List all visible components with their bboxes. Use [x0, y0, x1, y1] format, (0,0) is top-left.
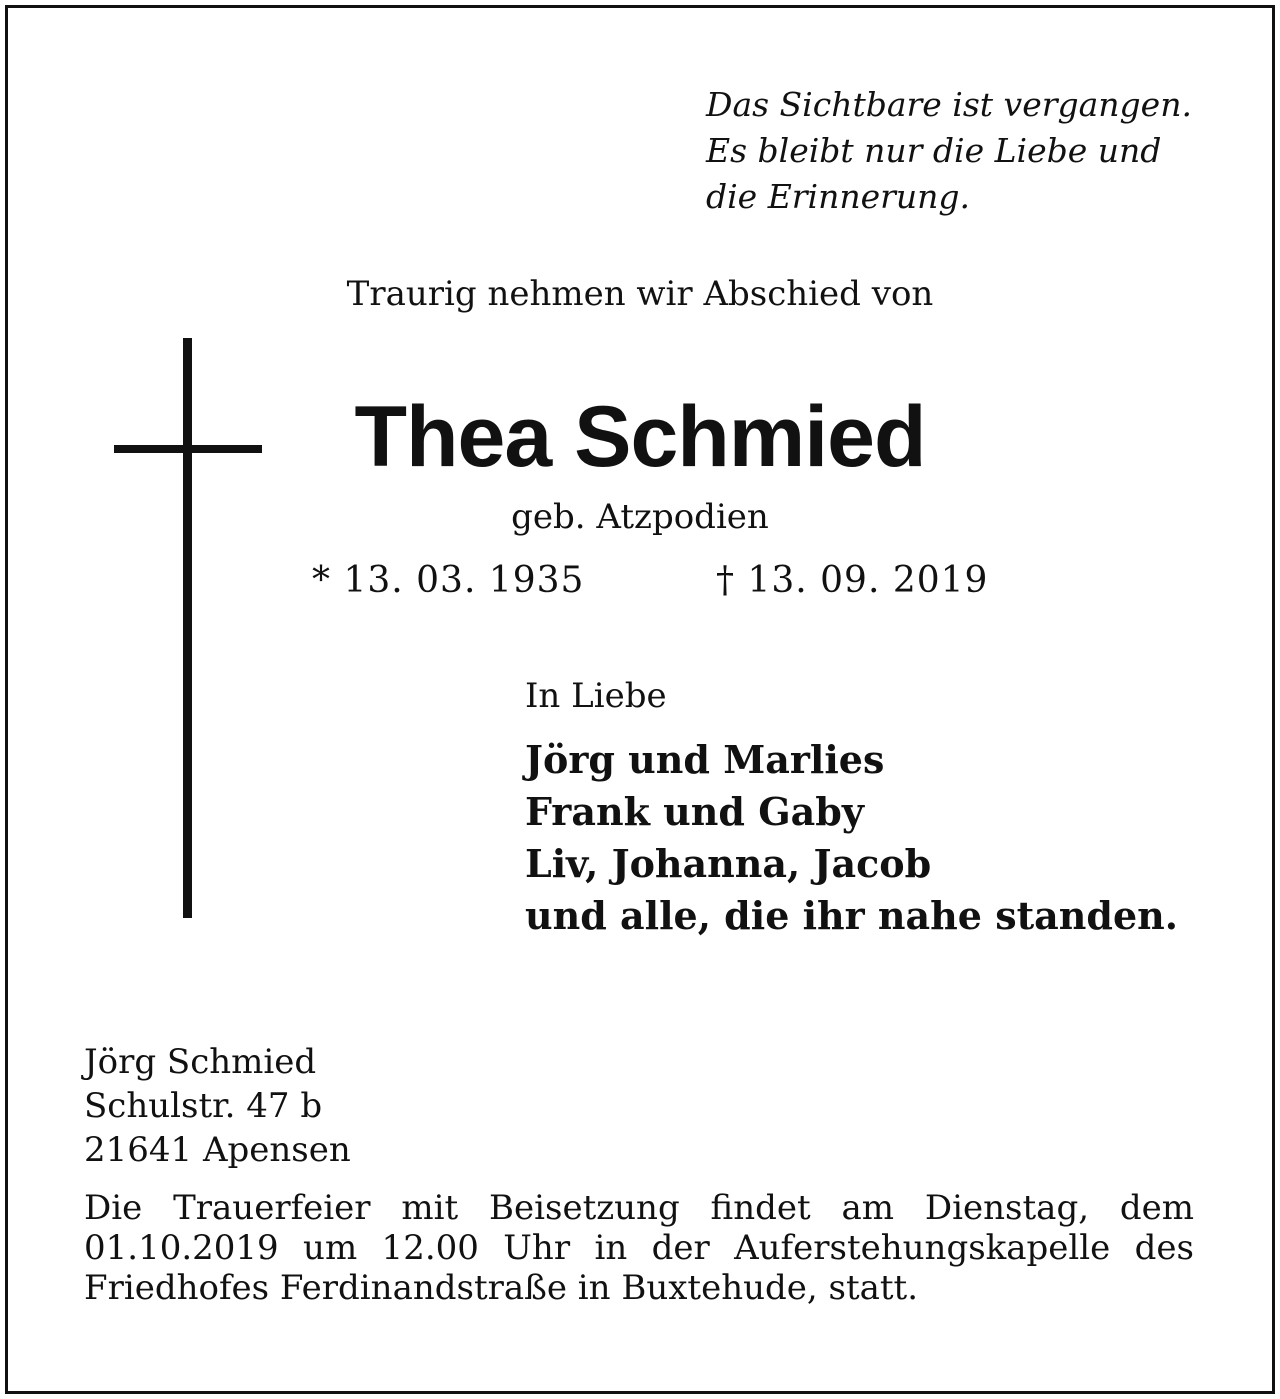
- address-line: Jörg Schmied: [84, 1042, 317, 1082]
- contact-address: [84, 1040, 351, 1172]
- ceremony-info: Die Trauerfeier mit Beisetzung findet am Dienstag, dem 01.10.2019 um 12.00 Uhr in der Auferstehungskapelle des Friedhofes Ferdinandstraße in Buxtehude, statt.: [84, 1188, 1194, 1308]
- address-line: 21641 Apensen: [84, 1130, 351, 1170]
- mourner-line: Frank und Gaby: [525, 789, 864, 834]
- deceased-name: Thea Schmied: [354, 389, 926, 485]
- memorial-quote: [706, 82, 1192, 220]
- mourners-list: [525, 734, 1178, 942]
- farewell-intro: Traurig nehmen wir Abschied von: [346, 274, 934, 314]
- birth-date: * 13. 03. 1935: [312, 560, 585, 601]
- mourner-line: Liv, Johanna, Jacob: [525, 841, 932, 886]
- birth-name: geb. Atzpodien: [511, 497, 769, 537]
- address-line: Schulstr. 47 b: [84, 1086, 323, 1126]
- mourner-line: Jörg und Marlies: [525, 737, 885, 782]
- mourner-line: und alle, die ihr nahe standen.: [525, 893, 1178, 938]
- death-date: † 13. 09. 2019: [716, 560, 989, 601]
- quote-line: Es bleibt nur die Liebe und: [706, 131, 1162, 170]
- quote-line: Das Sichtbare ist vergangen.: [706, 85, 1192, 124]
- mourners-intro: In Liebe: [525, 676, 667, 716]
- quote-line: die Erinnerung.: [706, 177, 971, 216]
